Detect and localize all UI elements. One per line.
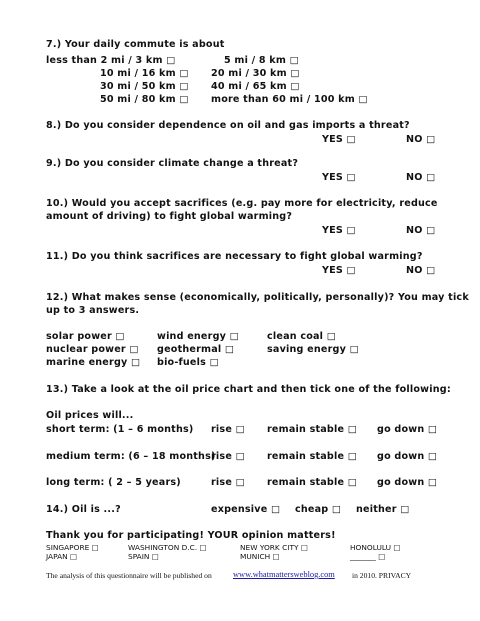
- city-option-honolulu[interactable]: HONOLULU □: [350, 543, 401, 552]
- q13-medium-stable-option[interactable]: remain stable □: [267, 451, 358, 462]
- q7-option-20mi[interactable]: 20 mi / 30 km □: [211, 68, 300, 79]
- footer-website-link[interactable]: www.whatmattersweblog.com: [233, 570, 335, 579]
- q7-option-30mi[interactable]: 30 mi / 50 km □: [100, 81, 189, 92]
- q12-option-nuclear-power[interactable]: nuclear power □: [46, 344, 139, 355]
- city-option-other-blank[interactable]: _______ □: [350, 552, 386, 561]
- footer-text-before: The analysis of this questionnaire will be published on: [46, 571, 212, 580]
- q7-option-50mi[interactable]: 50 mi / 80 km □: [100, 94, 189, 105]
- q12-question-line2: up to 3 answers.: [46, 305, 140, 316]
- q12-option-marine-energy[interactable]: marine energy □: [46, 357, 141, 368]
- city-option-japan[interactable]: JAPAN □: [46, 552, 78, 561]
- q8-yes-option[interactable]: YES □: [322, 134, 356, 145]
- q9-question: 9.) Do you consider climate change a threat?: [46, 158, 299, 169]
- q12-option-wind-energy[interactable]: wind energy □: [157, 331, 239, 342]
- q13-intro: Oil prices will...: [46, 410, 134, 421]
- q11-no-option[interactable]: NO □: [406, 265, 436, 276]
- city-option-spain[interactable]: SPAIN □: [128, 552, 159, 561]
- q13-long-down-option[interactable]: go down □: [377, 477, 438, 488]
- q11-yes-option[interactable]: YES □: [322, 265, 356, 276]
- q7-option-10mi[interactable]: 10 mi / 16 km □: [100, 68, 189, 79]
- q12-option-geothermal[interactable]: geothermal □: [157, 344, 235, 355]
- q7-option-5mi[interactable]: 5 mi / 8 km □: [224, 55, 299, 66]
- q7-question: 7.) Your daily commute is about: [46, 39, 225, 50]
- q13-term-medium: medium term: (6 – 18 months): [46, 451, 216, 462]
- q7-option-40mi[interactable]: 40 mi / 65 km □: [211, 81, 300, 92]
- q12-option-saving-energy[interactable]: saving energy □: [267, 344, 359, 355]
- q13-term-long: long term: ( 2 – 5 years): [46, 477, 181, 488]
- q11-question: 11.) Do you think sacrifices are necessary to fight global warming?: [46, 251, 423, 262]
- city-option-new-york[interactable]: NEW YORK CITY □: [240, 543, 308, 552]
- q10-yes-option[interactable]: YES □: [322, 225, 356, 236]
- q13-medium-rise-option[interactable]: rise □: [211, 451, 245, 462]
- q12-option-solar-power[interactable]: solar power □: [46, 331, 125, 342]
- q10-question-line1: 10.) Would you accept sacrifices (e.g. pay more for electricity, reduce: [46, 198, 438, 209]
- q13-short-stable-option[interactable]: remain stable □: [267, 424, 358, 435]
- q10-no-option[interactable]: NO □: [406, 225, 436, 236]
- city-option-munich[interactable]: MUNICH □: [240, 552, 280, 561]
- q9-no-option[interactable]: NO □: [406, 172, 436, 183]
- city-option-singapore[interactable]: SINGAPORE □: [46, 543, 99, 552]
- footer-text-after: in 2010. PRIVACY: [352, 571, 412, 580]
- q13-question: 13.) Take a look at the oil price chart and then tick one of the following:: [46, 384, 451, 395]
- q13-medium-down-option[interactable]: go down □: [377, 451, 438, 462]
- q14-question: 14.) Oil is ...?: [46, 504, 121, 515]
- q10-question-line2: amount of driving) to fight global warming?: [46, 211, 293, 222]
- q7-option-more-than-60mi[interactable]: more than 60 mi / 100 km □: [211, 94, 368, 105]
- q13-short-rise-option[interactable]: rise □: [211, 424, 245, 435]
- q13-long-rise-option[interactable]: rise □: [211, 477, 245, 488]
- q8-no-option[interactable]: NO □: [406, 134, 436, 145]
- q14-option-neither[interactable]: neither □: [356, 504, 410, 515]
- q14-option-cheap[interactable]: cheap □: [295, 504, 342, 515]
- q9-yes-option[interactable]: YES □: [322, 172, 356, 183]
- q7-option-less-than-2mi[interactable]: less than 2 mi / 3 km □: [46, 55, 176, 66]
- q12-option-clean-coal[interactable]: clean coal □: [267, 331, 336, 342]
- q8-question: 8.) Do you consider dependence on oil and gas imports a threat?: [46, 120, 410, 131]
- q12-question-line1: 12.) What makes sense (economically, politically, personally)? You may tick: [46, 292, 469, 303]
- q13-short-down-option[interactable]: go down □: [377, 424, 438, 435]
- city-option-washington[interactable]: WASHINGTON D.C. □: [128, 543, 207, 552]
- q12-option-bio-fuels[interactable]: bio-fuels □: [157, 357, 219, 368]
- q13-term-short: short term: (1 – 6 months): [46, 424, 194, 435]
- q13-long-stable-option[interactable]: remain stable □: [267, 477, 358, 488]
- thank-you-message: Thank you for participating! YOUR opinion matters!: [46, 530, 336, 541]
- q14-option-expensive[interactable]: expensive □: [211, 504, 281, 515]
